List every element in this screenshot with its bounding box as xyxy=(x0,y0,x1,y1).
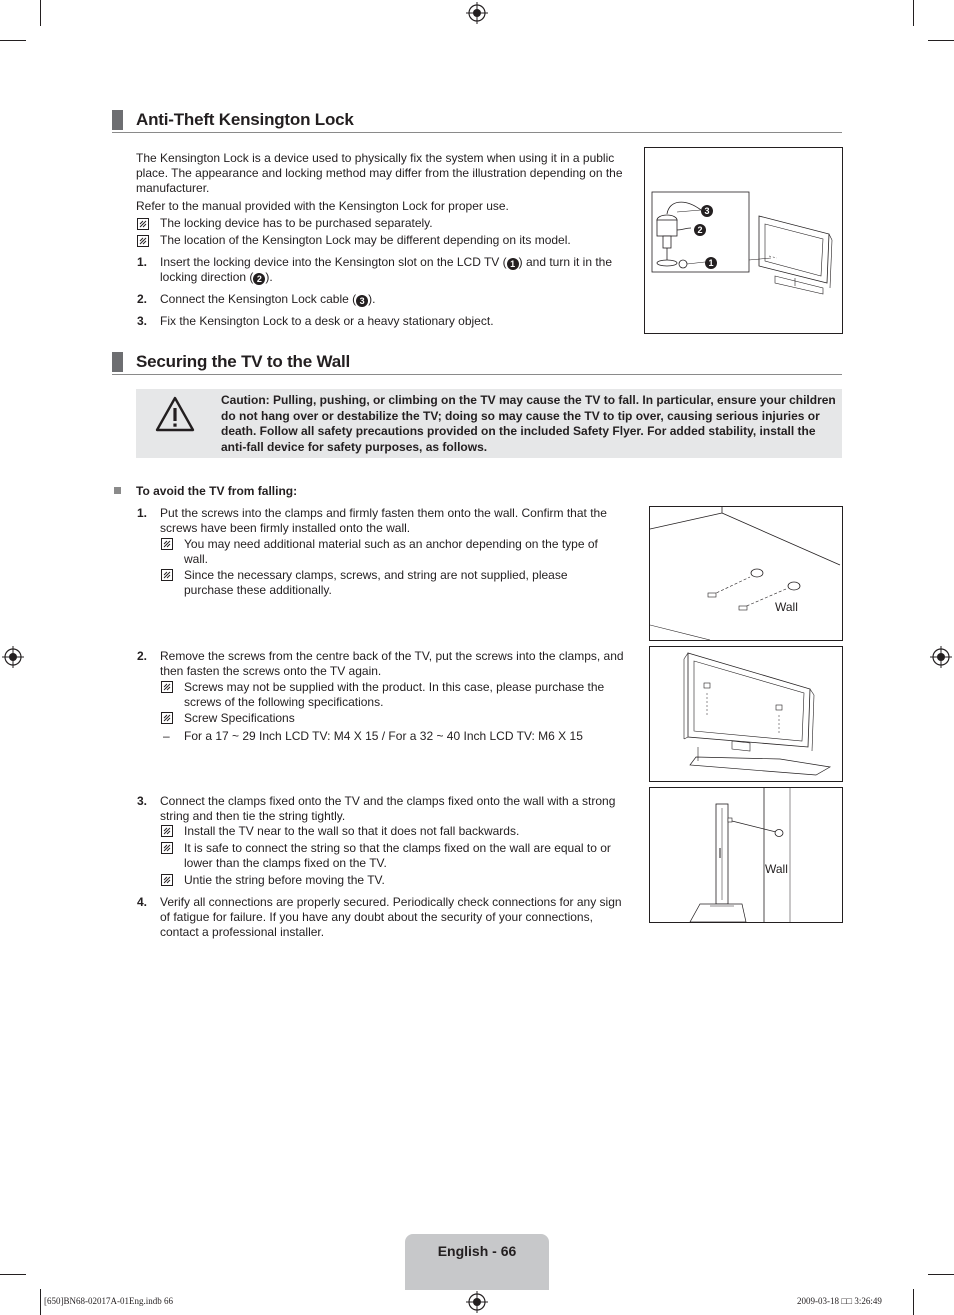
step-number: 3. xyxy=(137,314,148,328)
warning-icon xyxy=(155,396,195,432)
caution-text: Caution: Pulling, pushing, or climbing on the TV may cause the TV to fall. In particular, ensure your children do not hang over or destabilize the TV; doing so may cause the TV to tip over, causing serious injuries or death. Follow all safety precautions provided on the included Safety Flyer. For added stability, install the anti-fall device for safety purposes, as follows. xyxy=(221,393,836,454)
step-text: Insert the locking device into the Kensington slot on the LCD TV ( xyxy=(160,255,507,269)
crop-mark xyxy=(928,1274,954,1275)
section-bar xyxy=(112,352,123,372)
crop-mark xyxy=(40,0,41,26)
step-text: ). xyxy=(265,270,273,284)
note-icon xyxy=(161,874,173,886)
kensington-step-1 xyxy=(160,255,630,285)
kensington-step-3: Fix the Kensington Lock to a desk or a heavy stationary object. xyxy=(160,314,494,328)
figure-marker-1: 1 xyxy=(705,257,717,269)
kensington-note-1: The locking device has to be purchased separately. xyxy=(160,216,433,230)
wall-clamp-illustration xyxy=(650,507,842,640)
tv-back-illustration xyxy=(650,647,842,781)
crop-mark xyxy=(913,0,914,26)
marker-3: 3 xyxy=(356,295,368,307)
crop-mark xyxy=(928,40,954,41)
section-title-text: Securing the TV to the Wall xyxy=(136,352,351,371)
kensington-illustration xyxy=(645,148,842,333)
crop-mark xyxy=(0,40,26,41)
wall-step-3: Connect the clamps fixed onto the TV and the clamps fixed onto the wall with a strong string and then tie the string tightly. xyxy=(160,794,616,823)
section-title-kensington xyxy=(112,110,842,133)
caution-box xyxy=(136,389,842,458)
wall-label: Wall xyxy=(775,600,798,614)
kensington-note-2: The location of the Kensington Lock may be different depending on its model. xyxy=(160,233,571,247)
note-icon xyxy=(161,538,173,550)
section-bar xyxy=(112,110,123,130)
section-title-text: Anti-Theft Kensington Lock xyxy=(136,110,354,129)
wall-clamp-figure xyxy=(649,506,843,641)
screw-spec: For a 17 ~ 29 Inch LCD TV: M4 X 15 / For a 32 ~ 40 Inch LCD TV: M6 X 15 xyxy=(184,729,583,743)
footer-file-info: [650]BN68-02017A-01Eng.indb 66 xyxy=(44,1296,173,1306)
wall-label: Wall xyxy=(765,862,788,876)
registration-mark-icon xyxy=(466,2,488,24)
kensington-intro: The Kensington Lock is a device used to physically fix the system when using it in a public place. The appearance and locking method may differ from the illustration depending on the manufacturer. xyxy=(136,151,623,195)
marker-1: 1 xyxy=(507,258,519,270)
registration-mark-icon xyxy=(930,646,952,668)
bullet-heading: To avoid the TV from falling: xyxy=(136,484,298,498)
spec-dash: – xyxy=(163,729,170,743)
marker-2: 2 xyxy=(253,273,265,285)
kensington-refer: Refer to the manual provided with the Kensington Lock for proper use. xyxy=(136,199,509,213)
step-number: 4. xyxy=(137,895,148,909)
wall-step-3-note-2: It is safe to connect the string so that the clamps fixed on the wall are equal to or lower than the clamps fixed on the TV. xyxy=(184,841,611,870)
wall-step-3-note-3: Untie the string before moving the TV. xyxy=(184,873,385,887)
tv-string-figure xyxy=(649,787,843,923)
note-icon xyxy=(137,218,149,230)
wall-step-1-note-1: You may need additional material such as an anchor depending on the type of wall. xyxy=(184,537,598,566)
wall-step-1: Put the screws into the clamps and firmly fasten them onto the wall. Confirm that the screws have been firmly installed onto the wall. xyxy=(160,506,607,535)
wall-step-4: Verify all connections are properly secured. Periodically check connections for any sign of fatigue for failure. If you have any doubt about the security of your connections, contact a professional installer. xyxy=(160,895,622,939)
step-number: 2. xyxy=(137,292,148,306)
wall-step-3-note-1: Install the TV near to the wall so that it does not fall backwards. xyxy=(184,824,520,838)
tv-string-illustration xyxy=(650,788,842,922)
step-number: 2. xyxy=(137,649,148,663)
step-text: Connect the Kensington Lock cable ( xyxy=(160,292,357,306)
wall-step-2-note-2: Screw Specifications xyxy=(184,711,295,725)
registration-mark-icon xyxy=(2,646,24,668)
registration-mark-icon xyxy=(466,1291,488,1313)
step-number: 1. xyxy=(137,506,148,520)
note-icon xyxy=(137,235,149,247)
kensington-step-2 xyxy=(160,292,630,307)
page-number-tab xyxy=(405,1234,549,1290)
crop-mark xyxy=(913,1289,914,1315)
kensington-figure xyxy=(644,147,843,334)
step-text: ). xyxy=(368,292,376,306)
note-icon xyxy=(161,842,173,854)
bullet-square xyxy=(114,487,121,494)
section-title-wall xyxy=(112,352,842,375)
note-icon xyxy=(161,825,173,837)
wall-step-2: Remove the screws from the centre back of the TV, put the screws into the clamps, and then fasten the screws onto the TV again. xyxy=(160,649,624,678)
figure-marker-3: 3 xyxy=(701,205,713,217)
wall-step-1-note-2: Since the necessary clamps, screws, and string are not supplied, please purchase these additionally. xyxy=(184,568,568,597)
note-icon xyxy=(161,681,173,693)
footer-timestamp: 2009-03-18 □□ 3:26:49 xyxy=(797,1296,882,1306)
tv-back-figure xyxy=(649,646,843,782)
note-icon xyxy=(161,569,173,581)
crop-mark xyxy=(0,1274,26,1275)
page-number: English - 66 xyxy=(437,1243,517,1259)
step-number: 3. xyxy=(137,794,148,808)
step-text: ) and turn it in the locking direction ( xyxy=(160,255,613,284)
step-number: 1. xyxy=(137,255,148,269)
figure-marker-2: 2 xyxy=(694,224,706,236)
note-icon xyxy=(161,712,173,724)
wall-step-2-note-1: Screws may not be supplied with the product. In this case, please purchase the screws of the following specifications. xyxy=(184,680,605,709)
crop-mark xyxy=(40,1289,41,1315)
